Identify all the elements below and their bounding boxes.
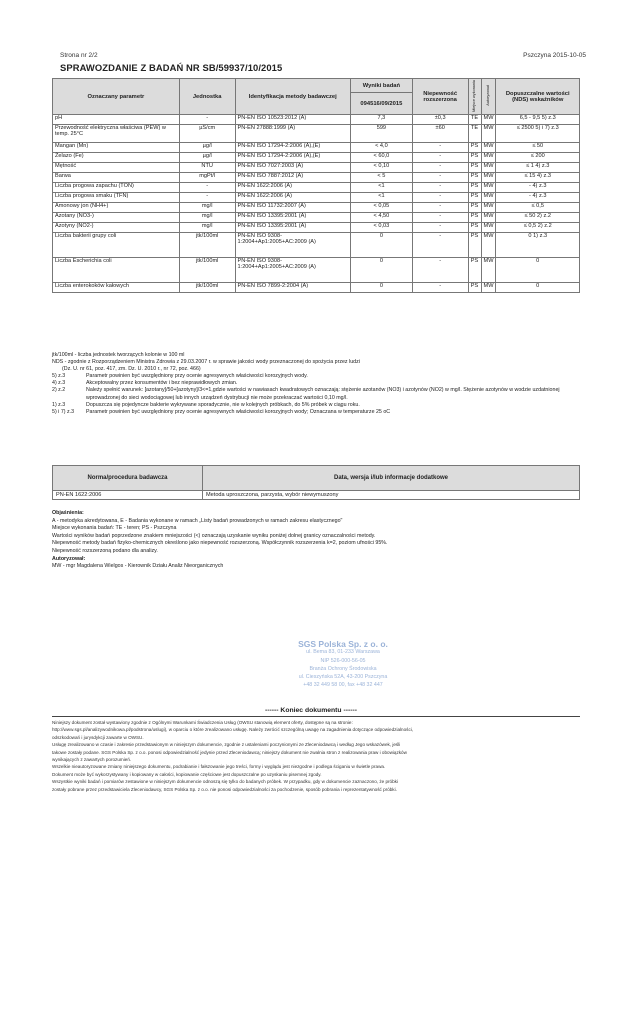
table-row: [53, 193, 580, 203]
author-cell: MW: [481, 193, 496, 203]
method-col1-header: Norma/procedura badawcza: [53, 466, 203, 491]
unit-cell: mg/l: [179, 203, 235, 213]
report-title: SPRAWOZDANIE Z BADAŃ NR SB/59937/10/2015: [60, 62, 283, 73]
method-col2-header: Data, wersja i/lub informacje dodatkowe: [203, 466, 580, 491]
result-cell: <1: [350, 183, 412, 193]
unit-cell: µg/l: [179, 153, 235, 163]
legal-line: http://www.sgs.pl/analizywodnikowa.pl/podstrona/uslugi), w oparciu o które zrealizowano usługę. Należy zwrócić szczególną uwagę na zagadnienia dotyczące odpowiedzialności,: [52, 727, 414, 733]
result-cell: 0: [350, 233, 412, 258]
uncertainty-cell: ±60: [412, 125, 468, 143]
result-cell: <1: [350, 193, 412, 203]
author-cell: MW: [481, 283, 496, 293]
page-number: Strona nr 2/2: [60, 52, 98, 59]
unit-cell: NTU: [179, 163, 235, 173]
footnote-item: [52, 402, 580, 409]
unit-cell: -: [179, 115, 235, 125]
result-cell: < 4,50: [350, 213, 412, 223]
place-date: Pszczyna 2015-10-05: [523, 52, 586, 59]
footnote-item: [52, 373, 580, 380]
unit-cell: -: [179, 193, 235, 203]
author-cell: MW: [481, 223, 496, 233]
limit-cell: ≤ 1 4) z.3: [496, 163, 580, 173]
author-cell: MW: [481, 258, 496, 283]
legal-line: odszkodowań i jurysdykcji zawarte w OWSU.: [52, 734, 144, 740]
col-limits-header: Dopuszczalne wartości (NDS) wskaźników: [496, 79, 580, 115]
table-row: [53, 258, 580, 283]
method-cell: PN-EN ISO 9308-1:2004+Ap1:2005+AC:2009 (A): [235, 258, 350, 283]
col-results-header: Wyniki badań: [350, 79, 412, 93]
result-cell: 599: [350, 125, 412, 143]
limit-cell: ≤ 0,5: [496, 203, 580, 213]
legal-line: zostały pobrane przez przedstawiciela Zleceniodawcy, SGS Polska Sp. z o.o. nie ponosi odpowiedzialności za pochodzenie, sposób pobrania i reprezentatywność próbki.: [52, 786, 397, 792]
expl-line: Niepewność rozszerzoną podano dla analizy.: [52, 547, 158, 554]
unit-cell: jtk/100ml: [179, 283, 235, 293]
limit-cell: 0: [496, 258, 580, 283]
method-cell: PN-EN ISO 10523:2012 (A): [235, 115, 350, 125]
limit-cell: ≤ 50: [496, 143, 580, 153]
author-cell: MW: [481, 125, 496, 143]
expl-line: Wartości wyników badań poprzedzone znakiem mniejszości (<) oznaczają uzyskanie wyniku poniżej dolnej granicy oznaczalności metody.: [52, 532, 376, 539]
footnote-key: 4) z.3: [52, 380, 66, 387]
limit-cell: 0: [496, 283, 580, 293]
footnote-text: Parametr powinien być uwzględniony przy ocenie agresywnych właściwości korozyjnych wody; Oznaczana w temperaturze 25 oC: [86, 408, 391, 415]
table-row: [53, 223, 580, 233]
footnote-item: [52, 387, 580, 401]
param-cell: Liczba Escherichia coli: [53, 258, 180, 283]
result-cell: 0: [350, 258, 412, 283]
uncertainty-cell: -: [412, 143, 468, 153]
param-cell: Przewodność elektryczna właściwa (PEW) w temp. 25°C: [53, 125, 180, 143]
table-row: [53, 233, 580, 258]
method-info: Metoda uproszczona, parzysta, wybór niewymuszony: [203, 491, 580, 500]
uncertainty-cell: -: [412, 223, 468, 233]
footnote-key: 1) z.3: [52, 401, 66, 408]
place-cell: PS: [468, 203, 481, 213]
legal-line: Usługę zrealizowano w czasie i zakresie przedstawionym w niniejszym dokumencie, zgodnie z ustaleniami poczynionymi ze Zleceniodawcą i według Jego wskazówek, jeśli: [52, 742, 401, 748]
place-cell: PS: [468, 283, 481, 293]
footnote-item: [52, 380, 580, 387]
col-uncert-header: Niepewność rozszerzona: [412, 79, 468, 115]
method-cell: PN-EN 1622:2006 (A): [235, 193, 350, 203]
legal-line: Wszelkie nieautoryzowane zmiany niniejszego dokumentu, podrabianie i fałszowanie jego treści, formy i wyglądu jest niezgodne i podlega ściganiu w świetle prawa.: [52, 764, 386, 770]
param-cell: Amonowy jon (NH4+): [53, 203, 180, 213]
uncertainty-cell: -: [412, 193, 468, 203]
method-cell: PN-EN 27888:1999 (A): [235, 125, 350, 143]
uncertainty-cell: -: [412, 258, 468, 283]
table-row: [53, 153, 580, 163]
limit-cell: 0 1) z.3: [496, 233, 580, 258]
result-cell: < 4,0: [350, 143, 412, 153]
result-cell: < 0,03: [350, 223, 412, 233]
footnote-text: Należy spełnić warunek: [azotany]/50+[azotyny]/3<=1,gdzie wartości w nawiasach kwadratowych oznaczają: stężenie azotanów (NO3) i azotynów (NO2) w mg/l. Stężenie azotynów w wodzie uzdatnionej wprowadzonej do sieci wodociągowej lub innych urządzeń dystrybucji nie może przekraczać wartości 0,10 mg/l.: [86, 387, 560, 401]
results-body: [53, 115, 580, 293]
place-cell: PS: [468, 163, 481, 173]
param-cell: Liczba enterokoków kałowych: [53, 283, 180, 293]
place-cell: TE: [468, 125, 481, 143]
method-cell: PN-EN ISO 7887:2012 (A): [235, 173, 350, 183]
limit-cell: ≤ 50 2) z.2: [496, 213, 580, 223]
param-cell: Mangan (Mn): [53, 143, 180, 153]
legal-line: wynikających z zawartych porozumień.: [52, 757, 132, 763]
uncertainty-cell: ±0,3: [412, 115, 468, 125]
footnote-key: 2) z.2: [52, 387, 66, 394]
place-cell: PS: [468, 223, 481, 233]
table-row: [53, 283, 580, 293]
stamp-line: SGS Polska Sp. z o. o.: [298, 639, 388, 649]
limit-cell: - 4) z.3: [496, 183, 580, 193]
limit-cell: ≤ 200: [496, 153, 580, 163]
method-cell: PN-EN 1622:2006 (A): [235, 183, 350, 193]
param-cell: Azotyny (NO2-): [53, 223, 180, 233]
uncertainty-cell: -: [412, 233, 468, 258]
stamp-line: ul. Cieszyńska 52A, 43-200 Pszczyna: [298, 674, 388, 681]
place-cell: PS: [468, 153, 481, 163]
col-param-header: Oznaczany parametr: [53, 79, 180, 115]
col-unit-header: Jednostka: [179, 79, 235, 115]
author-cell: MW: [481, 203, 496, 213]
author-cell: MW: [481, 173, 496, 183]
place-cell: PS: [468, 233, 481, 258]
author-cell: MW: [481, 233, 496, 258]
explanations: [52, 510, 580, 571]
expl-line: Niepewność metody badań fizyko-chemicznych określono jako niepewność rozszerzoną. Współczynnik rozszerzenia k=2, poziom ufności 95%.: [52, 540, 388, 547]
method-cell: PN-EN ISO 17294-2:2006 (A),(E): [235, 143, 350, 153]
table-row: [53, 213, 580, 223]
place-cell: PS: [468, 213, 481, 223]
stamp-line: Branża Ochrony Środowiska: [309, 665, 377, 672]
footnote-text: Parametr powinien być uwzględniony przy ocenie agresywnych właściwości korozyjnych wody.: [86, 373, 308, 380]
uncertainty-cell: -: [412, 153, 468, 163]
limit-cell: - 4) z.3: [496, 193, 580, 203]
uncertainty-cell: -: [412, 173, 468, 183]
unit-cell: µg/l: [179, 143, 235, 153]
legal-line: takowe zostały podane. SGS Polska Sp. z o.o. ponosi odpowiedzialność jedynie przed Zleceniodawcą; niniejszy dokument nie zwalnia stron z realizowania praw i obowiązków: [52, 749, 407, 755]
author-cell: MW: [481, 163, 496, 173]
method-cell: PN-EN ISO 9308-1:2004+Ap1:2005+AC:2009 (A): [235, 233, 350, 258]
unit-cell: µS/cm: [179, 125, 235, 143]
uncertainty-cell: -: [412, 183, 468, 193]
table-row: [53, 163, 580, 173]
nds-ref: (Dz. U. nr 61, poz. 417, zm. Dz. U. 2010 r., nr 72, poz. 466): [62, 366, 201, 373]
place-cell: PS: [468, 183, 481, 193]
table-row: [53, 115, 580, 125]
result-cell: 0: [350, 283, 412, 293]
auth-person: MW - mgr Magdalena Wielgos - Kierownik Działu Analiz Nieorganicznych: [52, 563, 224, 570]
place-cell: PS: [468, 173, 481, 183]
param-cell: Liczba progowa zapachu (TON): [53, 183, 180, 193]
param-cell: Liczba progowa smaku (TFN): [53, 193, 180, 203]
author-cell: MW: [481, 153, 496, 163]
unit-cell: -: [179, 183, 235, 193]
place-cell: TE: [468, 115, 481, 125]
limit-cell: ≤ 2500 5) i 7) z.3: [496, 125, 580, 143]
legal-line: Wszystkie wyniki badań i pomiarów zestawione w niniejszym dokumencie odnoszą się tylko do badanych próbek. W przypadku, gdy w dokumencie zaznaczono, że próbki: [52, 779, 398, 785]
method-norm: PN-EN 1622:2006: [53, 491, 203, 500]
expl-line: Miejsce wykonania badań: TE - teren; PS - Pszczyna: [52, 525, 177, 532]
footnote-text: Akceptowalny przez konsumentów i bez nieprawidłowych zmian.: [86, 380, 238, 387]
method-table: [52, 465, 580, 500]
footnote-key: 5) z.3: [52, 373, 66, 380]
company-stamp: [268, 640, 418, 690]
place-cell: PS: [468, 258, 481, 283]
result-cell: < 5: [350, 173, 412, 183]
divider: [52, 716, 580, 717]
method-cell: PN-EN ISO 7899-2:2004 (A): [235, 283, 350, 293]
param-cell: Liczba bakterii grupy coli: [53, 233, 180, 258]
uncertainty-cell: -: [412, 283, 468, 293]
limit-cell: 6,5 - 9,5 5) z.3: [496, 115, 580, 125]
table-row: [53, 143, 580, 153]
expl-heading: Objaśnienia:: [52, 510, 84, 516]
author-cell: MW: [481, 115, 496, 125]
table-row: [53, 203, 580, 213]
expl-line: A - metodyka akredytowana, E - Badania wykonane w ramach „Listy badań prowadzonych w ramach zakresu elastycznego": [52, 517, 343, 524]
param-cell: pH: [53, 115, 180, 125]
table-row: [53, 125, 580, 143]
method-cell: PN-EN ISO 13395:2001 (A): [235, 223, 350, 233]
stamp-line: +48 32 449 58 00, fax +48 32 447: [303, 682, 383, 689]
uncertainty-cell: -: [412, 213, 468, 223]
col-author-header: Autoryzował: [485, 85, 490, 106]
footnote-key: 5) i 7) z.3: [52, 408, 75, 415]
page-header: [60, 52, 586, 59]
footnote-text: Dopuszcza się pojedyncze bakterie wykrywane sporadycznie, nie w kolejnych próbkach, do 5% próbek w ciągu roku.: [86, 401, 360, 408]
result-cell: 7,3: [350, 115, 412, 125]
nds-note: NDS - zgodnie z Rozporządzeniem Ministra Zdrowia z 29.03.2007 r. w sprawie jakości wody przeznaczonej do spożycia przez ludzi: [52, 359, 360, 366]
author-cell: MW: [481, 143, 496, 153]
method-cell: PN-EN ISO 17294-2:2006 (A),(E): [235, 153, 350, 163]
unit-cell: mg/l: [179, 213, 235, 223]
uncertainty-cell: -: [412, 203, 468, 213]
unit-cell: jtk/100ml: [179, 258, 235, 283]
results-table: [52, 78, 580, 293]
jtk-note: jtk/100ml - liczba jednostek tworzących kolonie w 100 ml: [52, 352, 185, 358]
place-cell: PS: [468, 143, 481, 153]
author-cell: MW: [481, 183, 496, 193]
place-cell: PS: [468, 193, 481, 203]
result-cell: < 0,10: [350, 163, 412, 173]
stamp-line: ul. Bema 83, 01-233 Warszawa: [306, 649, 380, 656]
legal-text: [52, 719, 580, 793]
unit-cell: mg/l: [179, 223, 235, 233]
auth-heading: Autoryzował:: [52, 555, 86, 562]
uncertainty-cell: -: [412, 163, 468, 173]
param-cell: Mętność: [53, 163, 180, 173]
table-row: [53, 173, 580, 183]
col-place-header: Miejsce wykonania: [471, 79, 476, 112]
unit-cell: jtk/100ml: [179, 233, 235, 258]
method-cell: PN-EN ISO 11732:2007 (A): [235, 203, 350, 213]
end-of-document: ------ Koniec dokumentu ------: [264, 707, 358, 714]
unit-cell: mgPt/l: [179, 173, 235, 183]
method-cell: PN-EN ISO 13395:2001 (A): [235, 213, 350, 223]
result-cell: < 60,0: [350, 153, 412, 163]
author-cell: MW: [481, 213, 496, 223]
method-cell: PN-EN ISO 7027:2003 (A): [235, 163, 350, 173]
stamp-line: NIP 526-000-56-05: [320, 657, 366, 664]
footnotes: [52, 352, 580, 416]
footnote-item: [52, 409, 580, 416]
legal-line: Niniejszy dokument został wystawiony zgodnie z Ogólnymi Warunkami Świadczenia Usług (OWSU stanowią element oferty, dostępne są na stronie:: [52, 720, 353, 725]
limit-cell: ≤ 0,5 2) z.2: [496, 223, 580, 233]
limit-cell: ≤ 15 4) z.3: [496, 173, 580, 183]
table-row: [53, 183, 580, 193]
result-cell: < 0,05: [350, 203, 412, 213]
col-method-header: Identyfikacja metody badawczej: [235, 79, 350, 115]
param-cell: Azotany (NO3-): [53, 213, 180, 223]
param-cell: Barwa: [53, 173, 180, 183]
param-cell: Żelazo (Fe): [53, 153, 180, 163]
legal-line: Dokument może być wykorzystywany i kopiowany w całości, kopiowanie częściowe jest dopuszczalne po uzyskaniu pisemnej zgody.: [52, 771, 322, 777]
sample-id-header: 094516/09/2015: [350, 93, 412, 115]
